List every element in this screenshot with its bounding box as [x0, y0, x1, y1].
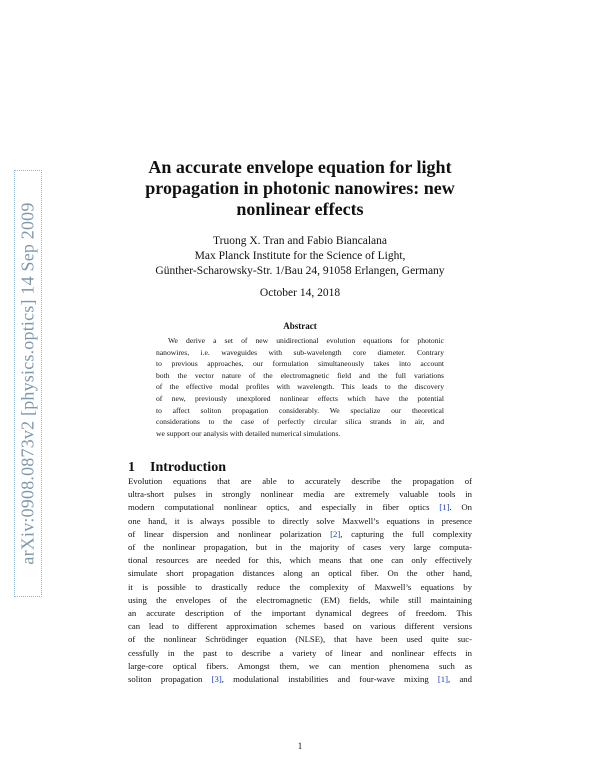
- abstract-line: we support our analysis with detailed numerical simulations.: [156, 428, 341, 438]
- abstract-heading: Abstract: [283, 321, 317, 331]
- body-line: tional resources are needed for this, which means that one can only effectively: [128, 555, 472, 566]
- abstract-line: to affect soliton propagation considerably. We specialize our theoretical: [156, 405, 444, 415]
- abstract-line: both the vector nature of the electromagnetic field and the full variations: [156, 370, 444, 380]
- body-line: of the nonlinear Schrödinger equation (NLSE), that have been used quite suc-: [128, 634, 472, 645]
- arxiv-identifier-stamp: [14, 170, 42, 597]
- body-line: soliton propagation [3], modulational instabilities and four-wave mixing [1], and: [128, 674, 472, 685]
- abstract-line: of new, previously unexplored nonlinear effects which have the potential: [156, 393, 444, 403]
- paper-title-line-3: nonlinear effects: [236, 199, 364, 219]
- citation-link[interactable]: [1]: [439, 502, 450, 513]
- body-line: an accurate description of the important dynamical degrees of freedom. This: [128, 608, 472, 619]
- paper-title-line-1: An accurate envelope equation for light: [148, 157, 452, 177]
- page-number: 1: [297, 741, 303, 751]
- citation-link[interactable]: [1]: [437, 674, 449, 685]
- abstract-line: We derive a set of new unidirectional evolution equations for photonic: [168, 336, 444, 345]
- author-affiliation: Max Planck Institute for the Science of Light,: [194, 250, 406, 262]
- paper-title: [128, 157, 472, 220]
- author-names: Truong X. Tran and Fabio Biancalana: [213, 235, 387, 247]
- body-line: Evolution equations that are able to accurately describe the propagation of: [128, 476, 472, 486]
- author-block: [128, 234, 472, 279]
- paper-title-line-2: propagation in photonic nanowires: new: [145, 178, 455, 198]
- body-line: using the envelopes of the electromagnetic (EM) fields, while still maintaining: [128, 594, 472, 605]
- body-line: large-core optical fibers. Amongst them, we can mention phenomena such as: [128, 660, 472, 671]
- body-line: can lead to different approximation schemes based on various different versions: [128, 621, 472, 632]
- arxiv-identifier-text: arXiv:0908.0873v2 [physics.optics] 14 Sep 2009: [17, 202, 38, 565]
- body-line: it is possible to drastically reduce the complexity of Maxwell’s equations by: [128, 581, 472, 592]
- abstract-body: [156, 335, 444, 439]
- body-line: simulate short propagation distances along an optical fiber. On the other hand,: [128, 568, 472, 579]
- body-line: one hand, it is always possible to directly solve Maxwell’s equations in presence: [128, 515, 472, 526]
- introduction-body: [128, 475, 472, 686]
- abstract-line: nanowires, i.e. waveguides with sub-wavelength core diameter. Contrary: [156, 347, 444, 357]
- paper-date: October 14, 2018: [259, 287, 341, 299]
- body-line: modern computational nonlinear optics, and especially in fiber optics [1]. On: [128, 502, 473, 513]
- abstract-line: to previous approaches, our formulation simultaneously takes into account: [156, 359, 444, 369]
- body-line: of linear dispersion and nonlinear polarization [2], capturing the full complexity: [128, 528, 472, 539]
- body-line: of the nonlinear propagation, but in the majority of cases very large computa-: [128, 542, 472, 553]
- section-heading-introduction: [128, 460, 472, 476]
- author-address: Günther-Scharowsky-Str. 1/Bau 24, 91058 Erlangen, Germany: [155, 265, 445, 277]
- citation-link[interactable]: [3]: [211, 674, 222, 685]
- section-title: Introduction: [150, 459, 226, 475]
- section-number: 1: [128, 459, 135, 475]
- citation-link[interactable]: [2]: [330, 528, 341, 539]
- body-line: ultra-short pulses in strongly nonlinear media are extremely valuable tools in: [128, 489, 472, 500]
- body-line: cessfully in the past to describe a variety of linear and nonlinear effects in: [128, 647, 472, 658]
- paper-page: [128, 0, 472, 776]
- abstract-line: of the effective modal profiles with wavelength. This leads to the discovery: [156, 382, 444, 392]
- abstract-line: considerations to the case of perfectly circular silica strands in air, and: [156, 417, 444, 427]
